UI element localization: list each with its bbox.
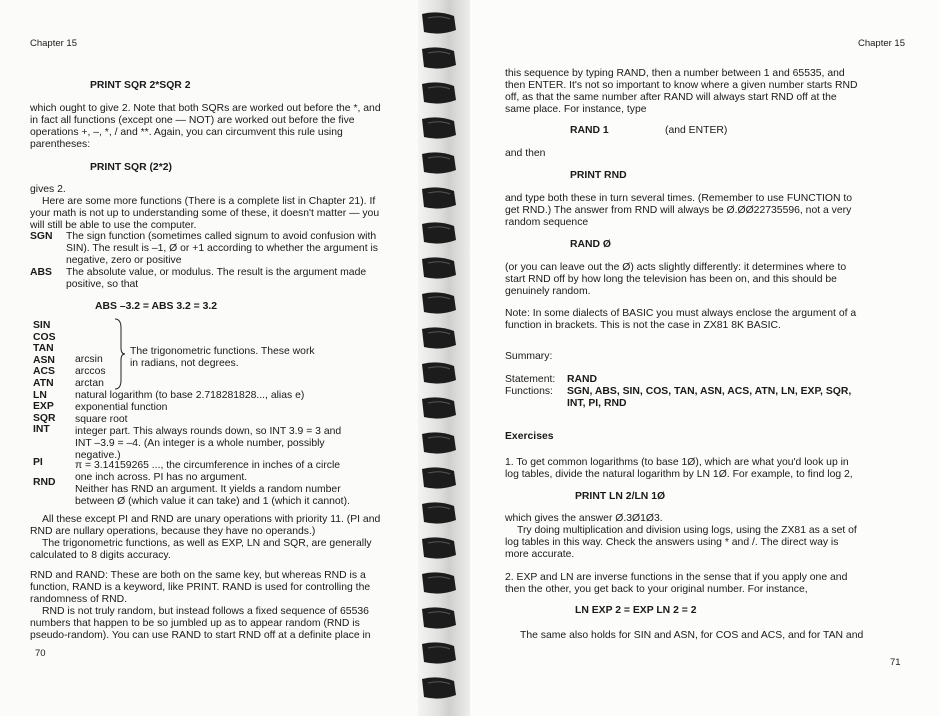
spiral-coil	[418, 393, 460, 423]
function-name: ACS	[33, 366, 55, 378]
spiral-coil	[418, 673, 460, 703]
para-line: randomness of RND.	[30, 594, 128, 605]
text-line: then ENTER. It's not so important to know where a given number starts RND	[505, 80, 858, 91]
rnd-desc: between Ø (which value it can take) and 1 (which it cannot).	[75, 496, 350, 507]
spiral-coil	[418, 323, 460, 353]
atn-desc: arctan	[75, 378, 104, 389]
rand1-note: (and ENTER)	[665, 125, 728, 136]
para-line: The trigonometric functions, as well as EXP, LN and SQR, are generally	[42, 538, 372, 549]
exercise-line: 1. To get common logarithms (to base 1Ø), which are what you'd look up in	[505, 457, 849, 468]
pi-desc: π = 3.14159265 ..., the circumference in inches of a circle	[75, 460, 341, 471]
exercise-line: then the other, you get back to your original number. For instance,	[505, 584, 808, 595]
code-print-sqr-paren: PRINT SQR (2*2)	[90, 162, 172, 173]
spiral-coil	[418, 218, 460, 248]
text-line: your math is not up to understanding some of these, it doesn't matter — you	[30, 208, 380, 219]
spiral-coil	[418, 638, 460, 668]
right-page-number: 71	[890, 657, 901, 668]
pi-label: PI	[33, 457, 43, 468]
spiral-coil	[418, 148, 460, 178]
para-line: RND is not truly random, but instead follows a fixed sequence of 65536	[42, 606, 369, 617]
code-print-sqr-product: PRINT SQR 2*SQR 2	[90, 80, 191, 91]
sgn-desc: SIN). The result is –1, Ø or +1 according to whether the argument is	[66, 243, 378, 254]
function-name: EXP	[33, 401, 54, 413]
spiral-coil	[418, 288, 460, 318]
para-line: numbers that happen to be so jumbled up as to appear random (RND is	[30, 618, 360, 629]
code-print-ln: PRINT LN 2/LN 1Ø	[575, 491, 666, 502]
note-line: Note: In some dialects of BASIC you must always enclose the argument of a	[505, 308, 857, 319]
text-line: and then	[505, 148, 546, 159]
sgn-desc: The sign function (sometimes called signum to avoid confusion with	[66, 231, 377, 242]
code-print-rnd: PRINT RND	[570, 170, 627, 181]
abs-label: ABS	[30, 267, 52, 278]
sgn-label: SGN	[30, 231, 53, 242]
para-line: calculated to 8 digits accuracy.	[30, 550, 171, 561]
spiral-coil	[418, 463, 460, 493]
function-name: LN	[33, 389, 47, 401]
exercises-title: Exercises	[505, 431, 554, 442]
code-rand-1: RAND 1	[570, 125, 609, 136]
para-line: RND and RAND: These are both on the same key, but whereas RND is a	[30, 570, 366, 581]
exercise-line: which gives the answer Ø.3Ø1Ø3.	[505, 513, 663, 524]
function-name-list	[33, 320, 56, 436]
int-desc: negative.)	[75, 450, 121, 461]
text-line: in fact all functions (except one — NOT) are worked out before the five	[30, 115, 355, 126]
functions-value: SGN, ABS, SIN, COS, TAN, ASN, ACS, ATN, LN, EXP, SQR,	[567, 386, 852, 397]
pi-desc: one inch across. PI has no argument.	[75, 472, 248, 483]
statement-label: Statement:	[505, 374, 556, 385]
exercise-line: The same also holds for SIN and ASN, for COS and ACS, and for TAN and	[520, 630, 864, 641]
abs-desc: positive, so that	[66, 279, 139, 290]
spiral-coil	[418, 358, 460, 388]
spiral-coil	[418, 498, 460, 528]
text-line: get RND.) The answer from RND will always be Ø.ØØ22735596, not a very	[505, 205, 852, 216]
sqr-desc: square root	[75, 414, 128, 425]
para-line: pseudo-random). You can use RAND to start RND off at a definite place in	[30, 630, 371, 641]
exp-desc: exponential function	[75, 402, 168, 413]
text-line: this sequence by typing RAND, then a number between 1 and 65535, and	[505, 68, 845, 79]
text-line: parentheses:	[30, 139, 91, 150]
left-page-number: 70	[35, 648, 46, 659]
right-chapter-header: Chapter 15	[858, 38, 906, 49]
text-line: Here are some more functions (There is a complete list in Chapter 21). If	[42, 196, 376, 207]
function-name: ATN	[33, 377, 54, 389]
function-name: ASN	[33, 354, 55, 366]
ln-desc: natural logarithm (to base 2.718281828..., alias e)	[75, 390, 305, 401]
code-abs-example: ABS –3.2 = ABS 3.2 = 3.2	[95, 301, 218, 312]
functions-value: INT, PI, RND	[567, 398, 627, 409]
text-line: genuinely random.	[505, 286, 591, 297]
sgn-desc: negative, zero or positive	[66, 255, 182, 266]
text-line: off, as that the same number after RAND will always start RND off at the	[505, 92, 837, 103]
left-chapter-header: Chapter 15	[30, 38, 78, 49]
trig-note: The trigonometric functions. These work	[130, 346, 315, 357]
summary-title: Summary:	[505, 351, 553, 362]
text-line: random sequence	[505, 217, 589, 228]
rnd-label: RND	[33, 477, 56, 488]
spiral-coil	[418, 603, 460, 633]
spiral-coil	[418, 183, 460, 213]
text-line: same place. For instance, type	[505, 104, 647, 115]
exercise-line: 2. EXP and LN are inverse functions in the sense that if you apply one and	[505, 572, 848, 583]
para-line: All these except PI and RND are unary operations with priority 11. (PI and	[42, 514, 381, 525]
function-name: TAN	[33, 343, 54, 355]
code-ln-exp: LN EXP 2 = EXP LN 2 = 2	[575, 605, 697, 616]
para-line: RND are nullary operations, because they have no operands.)	[30, 526, 316, 537]
text-line: operations +, –, *, / and **. Again, you can circumvent this rule using	[30, 127, 343, 138]
code-rand-0: RAND Ø	[570, 239, 611, 250]
int-desc: integer part. This always rounds down, so INT 3.9 = 3 and	[75, 426, 342, 437]
spiral-coil	[418, 43, 460, 73]
abs-desc: The absolute value, or modulus. The result is the argument made	[66, 267, 367, 278]
text-line: which ought to give 2. Note that both SQRs are worked out before the *, and	[30, 103, 381, 114]
spiral-coil	[418, 568, 460, 598]
spiral-coil	[418, 8, 460, 38]
exercise-line: log tables in this way. Check the answers using * and /. The direct way is	[505, 537, 839, 548]
spiral-coil	[418, 428, 460, 458]
function-name: SQR	[33, 412, 56, 424]
text-line: and type both these in turn several times. (Remember to use FUNCTION to	[505, 193, 853, 204]
text-line: will still be able to use the computer.	[30, 220, 197, 231]
spiral-coil	[418, 78, 460, 108]
text-line: start RND off by how long the television has been on, and this should be	[505, 274, 837, 285]
trig-note: in radians, not degrees.	[130, 358, 239, 369]
function-name: SIN	[33, 320, 51, 331]
function-name: COS	[33, 331, 56, 343]
int-desc: INT –3.9 = –4. (An integer is a whole number, possibly	[75, 438, 325, 449]
spiral-coil	[418, 113, 460, 143]
spiral-coil	[418, 253, 460, 283]
spiral-coil	[418, 533, 460, 563]
para-line: function, RAND is a keyword, like PRINT. RAND is used for controlling the	[30, 582, 371, 593]
rnd-desc: Neither has RND an argument. It yields a random number	[75, 484, 341, 495]
function-name: INT	[33, 424, 50, 436]
asn-desc: arcsin	[75, 354, 103, 365]
text-line: (or you can leave out the Ø) acts slightly differently: it determines where to	[505, 262, 847, 273]
note-line: function in brackets. This is not the case in ZX81 8K BASIC.	[505, 320, 781, 331]
left-page	[0, 0, 440, 716]
exercise-line: more accurate.	[505, 549, 575, 560]
functions-label: Functions:	[505, 386, 553, 397]
exercise-line: log tables, divide the natural logarithm by LN 1Ø. For example, to find log 2,	[505, 469, 853, 480]
acs-desc: arccos	[75, 366, 106, 377]
exercise-line: Try doing multiplication and division using logs, using the ZX81 as a set of	[517, 525, 857, 536]
trig-brace	[113, 318, 125, 390]
statement-value: RAND	[567, 374, 598, 385]
right-page	[470, 0, 940, 716]
text-line: gives 2.	[30, 184, 66, 195]
